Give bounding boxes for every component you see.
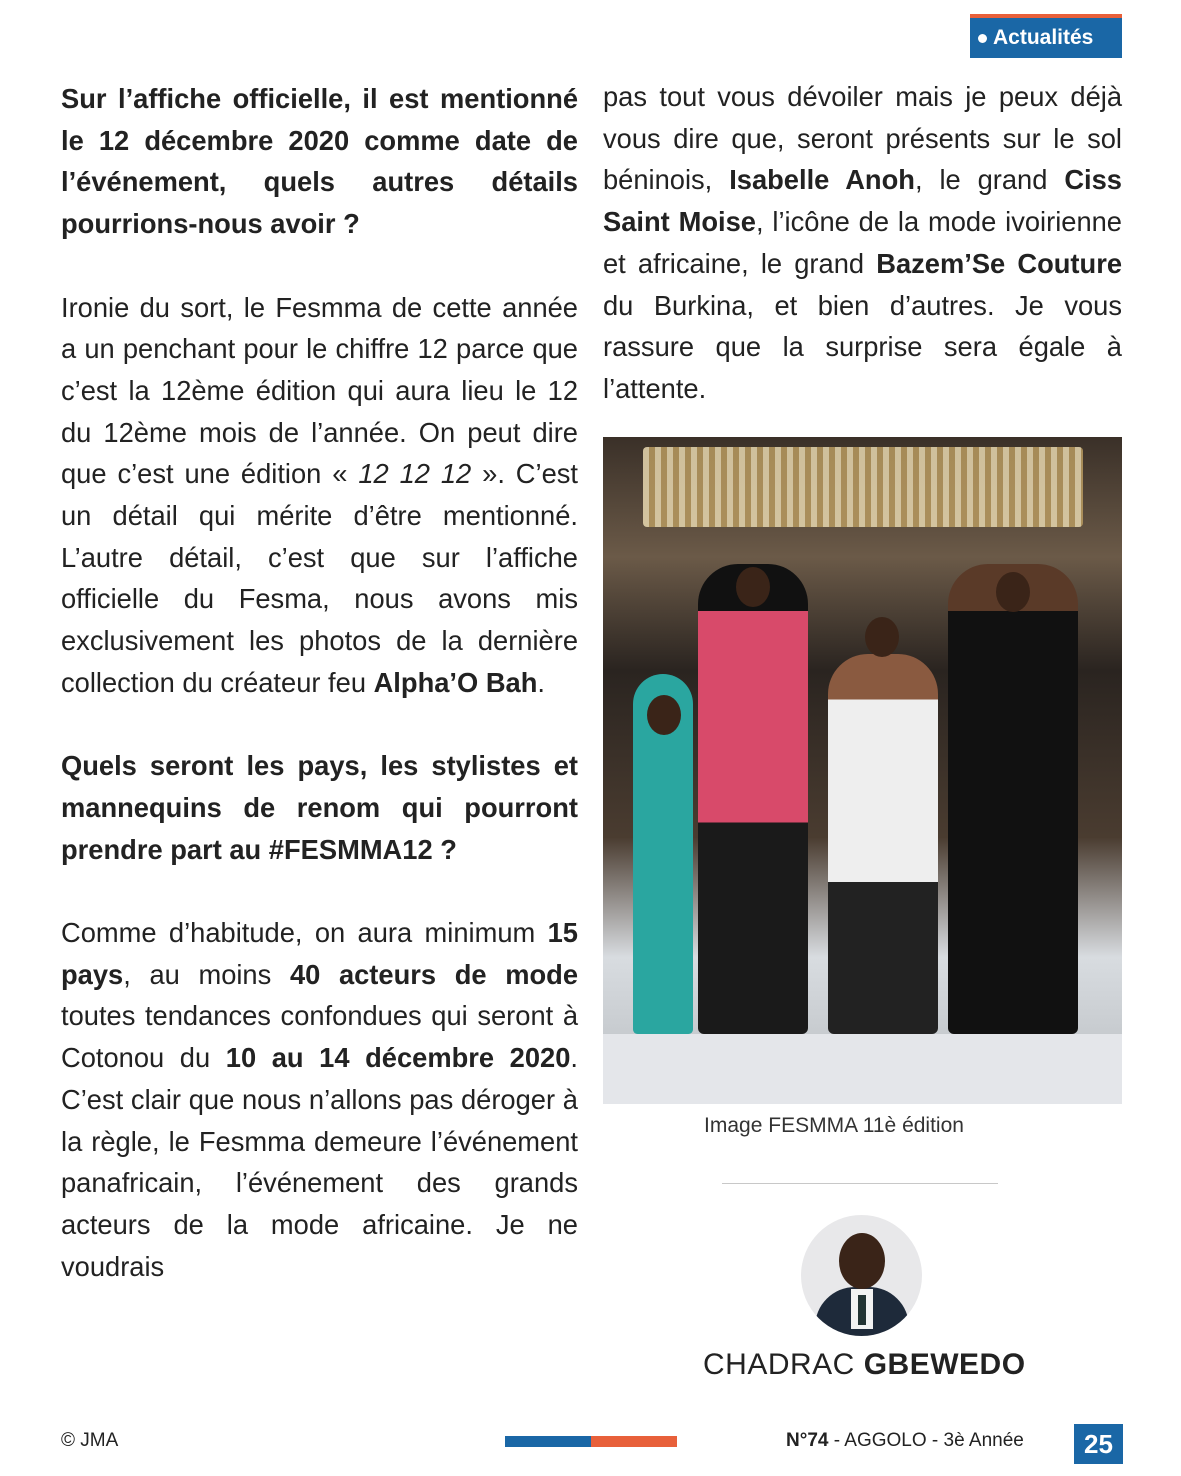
fashion-show-photo: [603, 437, 1122, 1104]
author-avatar: [801, 1215, 922, 1336]
edition-italic: 12 12 12: [358, 458, 472, 490]
designer-name: Alpha’O Bah: [373, 666, 538, 698]
issue-info: N°74 - AGGOLO - 3è Année: [786, 1430, 1024, 1451]
runway-floor: [603, 1034, 1122, 1104]
section-tag-label: Actualités: [993, 26, 1094, 49]
model-suit: [698, 564, 808, 1034]
answer-2-continued: pas tout vous dévoiler mais je peux déjà vous dire que, seront présents sur le sol béninois, Isabelle Anoh, le grand Ciss Saint Moise, l’icône de la mode ivoirienne et africaine, le grand Bazem’Se Couture du Burkina, et bien d’autres. Je vous rassure que la surprise sera égale à l’attente.: [603, 81, 1123, 404]
footer-bar-blue: [505, 1436, 591, 1447]
right-column: [603, 76, 1122, 410]
page-number: 25: [1074, 1424, 1123, 1464]
question-2: Quels seront les pays, les stylistes et mannequins de renom qui pourront prendre part au #FESMMA12 ?: [61, 750, 578, 865]
author-name: CHADRAC GBEWEDO: [703, 1348, 1026, 1381]
model-bride: [828, 654, 938, 1034]
photo-caption: Image FESMMA 11è édition: [704, 1114, 964, 1137]
left-column: [61, 78, 578, 1287]
question-1: Sur l’affiche officielle, il est mentionné le 12 décembre 2020 comme date de l’événement, quels autres détails pourrions-nous avoir ?: [61, 83, 578, 240]
model-black-gown: [948, 564, 1078, 1034]
chandelier: [643, 447, 1083, 527]
bullet-dot-icon: [978, 34, 987, 43]
copyright: © JMA: [61, 1430, 119, 1451]
divider: [722, 1183, 998, 1184]
section-tag: [970, 14, 1122, 58]
answer-1: Ironie du sort, le Fesmma de cette année a un penchant pour le chiffre 12 parce que c’est la 12ème édition qui aura lieu le 12 du 12ème mois de l’année. On peut dire que c’est une édition « 12 12 12 ». C’est un détail qui mérite d’être mentionné. L’autre détail, c’est que sur l’affiche officielle du Fesma, nous avons mis exclusivement les photos de la dernière collection du créateur feu Alpha’O Bah.: [61, 291, 578, 698]
answer-2: Comme d’habitude, on aura minimum 15 pays, au moins 40 acteurs de mode toutes tendances confondues qui seront à Cotonou du 10 au 14 décembre 2020. C’est clair que nous n’allons pas déroger à la règle, le Fesmma demeure l’événement panafricain, l’événement des grands acteurs de la mode africaine. Je ne voudrais: [61, 917, 578, 1282]
issue-number: N°74: [786, 1430, 829, 1451]
footer-bar-orange: [591, 1436, 677, 1447]
